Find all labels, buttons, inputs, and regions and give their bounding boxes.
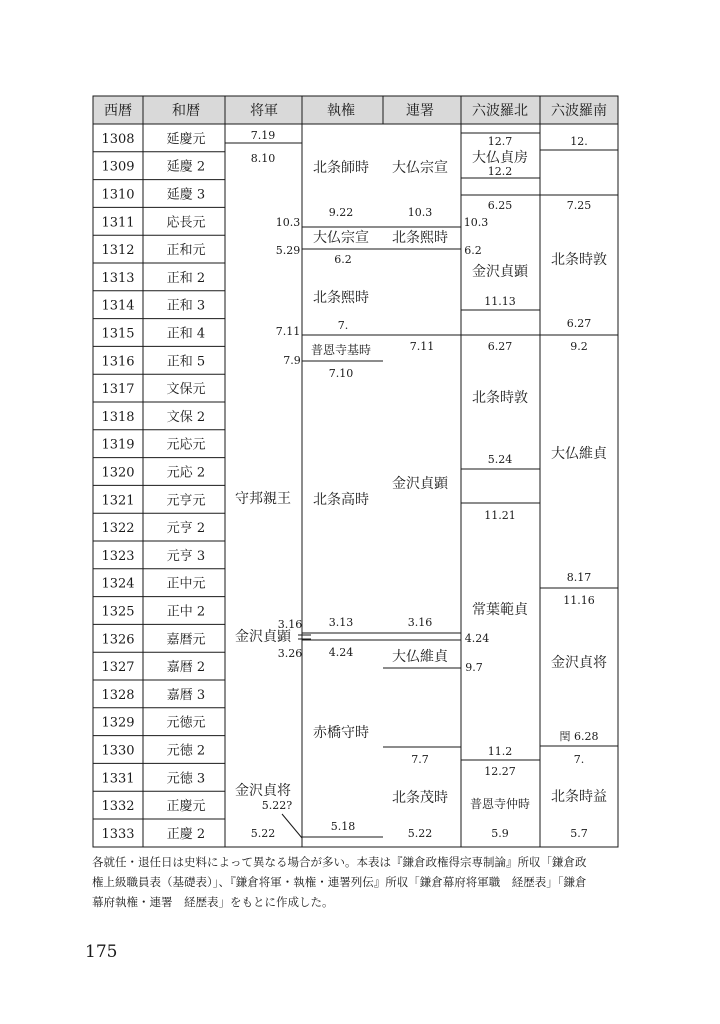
year-wareki: 嘉暦 2 xyxy=(166,660,206,676)
year-wareki: 延慶 2 xyxy=(166,159,206,175)
year-seireki: 1317 xyxy=(101,382,135,398)
rensho-name: 北条熙時 xyxy=(392,230,448,246)
page-number: 175 xyxy=(85,942,118,962)
shogun-date: 10.3 xyxy=(275,216,301,229)
minami-date: 11.16 xyxy=(563,594,595,607)
shikken-name: 北条熙時 xyxy=(313,290,369,306)
rokuhara-kita-borders xyxy=(461,124,540,847)
year-seireki: 1329 xyxy=(101,715,135,731)
year-seireki: 1311 xyxy=(101,215,135,231)
year-seireki: 1328 xyxy=(101,687,135,703)
footnote-line: 幕府執権・連署 経歴表」をもとに作成した。 xyxy=(92,895,334,909)
year-seireki: 1330 xyxy=(101,743,135,759)
year-seireki: 1309 xyxy=(101,159,135,175)
year-seireki: 1331 xyxy=(101,771,135,787)
year-seireki: 1322 xyxy=(101,521,135,537)
year-wareki: 元応 2 xyxy=(166,465,206,481)
minami-date: 7. xyxy=(573,753,585,766)
shogun-name: 金沢貞将 xyxy=(235,783,291,799)
year-wareki: 元亨 3 xyxy=(166,548,206,564)
minami-date: 7.25 xyxy=(566,199,592,212)
footnote-line: 権上級職員表（基礎表）」、『鎌倉将軍・執権・連署列伝』所収「鎌倉幕府将軍職 経歴表」「鎌倉 xyxy=(92,875,587,889)
kita-name: 北条時敦 xyxy=(472,390,528,406)
header-rokuhara-minami: 六波羅南 xyxy=(551,103,607,119)
shikken-name: 北条師時 xyxy=(313,160,369,176)
shikken-name: 普恩寺基時 xyxy=(310,343,372,357)
kita-date: 12.7 xyxy=(487,135,513,148)
kita-date: 9.7 xyxy=(465,661,483,674)
minami-date: 9.2 xyxy=(570,340,588,353)
year-seireki: 1333 xyxy=(101,826,135,842)
shogun-date: 5.22? xyxy=(261,799,293,812)
shikken-name: 大仏宗宣 xyxy=(313,230,369,246)
kita-date: 4.24 xyxy=(464,632,490,645)
shogun-date: 7.9 xyxy=(283,354,301,367)
year-seireki: 1319 xyxy=(101,437,135,453)
year-wareki: 延慶 3 xyxy=(166,187,206,203)
year-wareki: 正慶 2 xyxy=(166,826,206,842)
kita-date: 6.27 xyxy=(487,340,513,353)
header-rensho: 連署 xyxy=(406,103,434,119)
year-wareki: 元亨元 xyxy=(166,493,206,509)
rensho-name: 大仏宗宣 xyxy=(392,160,448,176)
year-wareki: 嘉暦 3 xyxy=(166,687,206,703)
minami-date: 5.7 xyxy=(570,827,588,840)
year-seireki: 1318 xyxy=(101,409,135,425)
year-seireki: 1308 xyxy=(101,131,135,147)
minami-date: 閏 6.28 xyxy=(559,730,599,743)
rensho-date: 7.11 xyxy=(409,340,435,353)
year-seireki: 1332 xyxy=(101,799,135,815)
shogun-date: 3.16 xyxy=(277,618,303,631)
year-wareki: 正和元 xyxy=(166,243,206,259)
minami-date: 12. xyxy=(570,135,588,148)
shikken-date: 3.13 xyxy=(328,616,354,629)
rensho-name: 金沢貞顕 xyxy=(392,476,448,492)
shikken-date: 9.22 xyxy=(328,206,354,219)
year-wareki: 正慶元 xyxy=(166,799,206,815)
year-wareki: 文保元 xyxy=(166,382,206,398)
year-seireki: 1312 xyxy=(101,243,135,259)
header-wareki: 和暦 xyxy=(172,103,200,119)
header-shikken: 執権 xyxy=(327,103,355,119)
footnote-line: 各就任・退任日は史料によって異なる場合が多い。本表は『鎌倉政権得宗専制論』所収「鎌倉政 xyxy=(92,855,587,869)
year-seireki: 1314 xyxy=(101,298,135,314)
minami-name: 大仏維貞 xyxy=(551,446,607,462)
rensho-name: 大仏維貞 xyxy=(392,649,448,665)
kita-name: 大仏貞房 xyxy=(472,150,528,166)
year-wareki: 元徳 3 xyxy=(166,771,206,787)
year-wareki: 嘉暦元 xyxy=(166,632,206,648)
shogun-name: 守邦親王 xyxy=(235,491,291,507)
year-seireki: 1313 xyxy=(101,270,135,286)
kita-name: 普恩寺仲時 xyxy=(469,797,531,811)
kita-date: 6.2 xyxy=(464,244,482,257)
year-seireki: 1324 xyxy=(101,576,135,592)
rensho-date: 3.16 xyxy=(407,616,433,629)
kita-date: 11.13 xyxy=(484,295,516,308)
year-seireki: 1310 xyxy=(101,187,135,203)
year-seireki: 1323 xyxy=(101,548,135,564)
shogun-date: 5.29 xyxy=(275,244,301,257)
kita-date: 6.25 xyxy=(487,199,513,212)
year-seireki: 1326 xyxy=(101,632,135,648)
shikken-date: 7. xyxy=(337,319,349,332)
minami-name: 金沢貞将 xyxy=(551,655,607,671)
year-wareki: 文保 2 xyxy=(166,409,206,425)
rokuhara-minami-column xyxy=(551,135,608,840)
year-seireki: 1325 xyxy=(101,604,135,620)
year-seireki: 1315 xyxy=(101,326,135,342)
shikken-name: 北条高時 xyxy=(313,492,369,508)
shogun-date: 8.10 xyxy=(250,152,276,165)
rokuhara-kita-column xyxy=(464,135,530,840)
year-wareki: 元徳 2 xyxy=(166,743,206,759)
kita-name: 金沢貞顕 xyxy=(472,264,528,280)
minami-name: 北条時敦 xyxy=(551,252,607,268)
year-seireki: 1321 xyxy=(101,493,135,509)
shikken-column xyxy=(311,159,371,833)
shogun-name: 金沢貞顕 xyxy=(235,629,291,645)
header-shogun: 将軍 xyxy=(250,103,278,119)
shikken-date: 4.24 xyxy=(328,646,354,659)
minami-date: 8.17 xyxy=(566,571,592,584)
kita-date: 10.3 xyxy=(463,216,489,229)
kita-date: 5.9 xyxy=(491,827,509,840)
kita-date: 5.24 xyxy=(487,453,513,466)
shogun-date: 5.22 xyxy=(250,827,276,840)
shikken-date: 7.10 xyxy=(328,367,354,380)
rensho-date: 5.22 xyxy=(407,827,433,840)
header-rokuhara-kita: 六波羅北 xyxy=(472,103,528,119)
shogun-column xyxy=(235,129,302,840)
year-seireki: 1316 xyxy=(101,354,135,370)
kita-date: 11.2 xyxy=(487,745,513,758)
shogun-date: 7.19 xyxy=(250,129,276,142)
rensho-column xyxy=(392,159,449,840)
kita-name: 常葉範貞 xyxy=(472,602,528,618)
rensho-name: 北条茂時 xyxy=(392,790,448,806)
year-wareki: 正和 3 xyxy=(166,298,206,314)
shikken-date: 5.18 xyxy=(330,820,356,833)
kita-date: 11.21 xyxy=(484,509,516,522)
rensho-date: 7.7 xyxy=(411,753,429,766)
shikken-date: 6.2 xyxy=(334,253,352,266)
minami-name: 北条時益 xyxy=(551,789,607,805)
year-wareki: 元応元 xyxy=(166,437,206,453)
shogun-date: 7.11 xyxy=(275,325,301,338)
year-wareki: 正和 5 xyxy=(166,354,206,370)
year-wareki: 延慶元 xyxy=(166,131,206,147)
year-seireki: 1327 xyxy=(101,660,135,676)
kita-date: 12.27 xyxy=(484,765,516,778)
minami-date: 6.27 xyxy=(566,317,592,330)
year-seireki: 1320 xyxy=(101,465,135,481)
rensho-date: 10.3 xyxy=(407,206,433,219)
shikken-name: 赤橋守時 xyxy=(313,725,369,741)
shogun-date: 3.26 xyxy=(277,647,303,660)
year-wareki: 正中 2 xyxy=(166,604,206,620)
year-wareki: 正中元 xyxy=(166,576,206,592)
header-seireki: 西暦 xyxy=(104,103,132,119)
year-wareki: 応長元 xyxy=(166,215,206,231)
year-wareki: 正和 4 xyxy=(166,326,206,342)
year-wareki: 元徳元 xyxy=(166,715,206,731)
table-footnote xyxy=(92,852,632,912)
year-wareki: 元亨 2 xyxy=(166,521,206,537)
year-wareki: 正和 2 xyxy=(166,270,206,286)
kita-date: 12.2 xyxy=(487,165,513,178)
